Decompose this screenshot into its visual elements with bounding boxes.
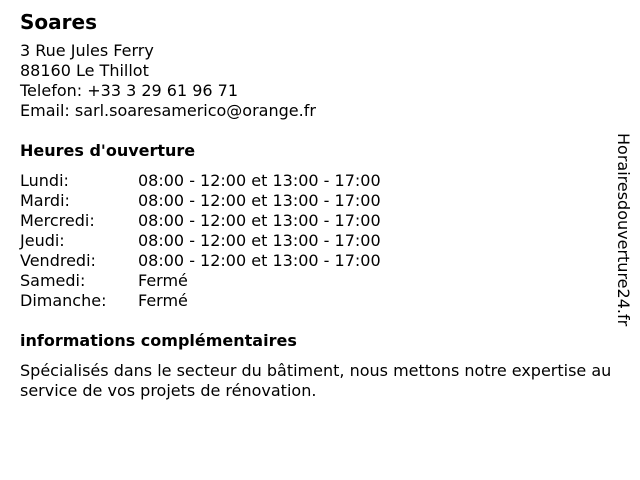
hours-row-samedi xyxy=(20,271,620,291)
day-label: Jeudi: xyxy=(20,231,65,250)
email-address: Email: sarl.soaresamerico@orange.fr xyxy=(20,101,316,120)
address-street: 3 Rue Jules Ferry xyxy=(20,41,154,60)
watermark-text: Horairesdouverture24.fr xyxy=(614,133,633,327)
site-watermark xyxy=(613,133,633,345)
day-label: Dimanche: xyxy=(20,291,107,310)
day-hours: 08:00 - 12:00 et 13:00 - 17:00 xyxy=(138,251,381,270)
day-hours: 08:00 - 12:00 et 13:00 - 17:00 xyxy=(138,191,381,210)
day-label: Mardi: xyxy=(20,191,70,210)
hours-row-lundi xyxy=(20,171,620,191)
day-label: Lundi: xyxy=(20,171,69,190)
additional-info-heading: informations complémentaires xyxy=(20,331,297,350)
day-hours: 08:00 - 12:00 et 13:00 - 17:00 xyxy=(138,231,381,250)
opening-hours-table xyxy=(20,171,620,311)
day-label: Mercredi: xyxy=(20,211,95,230)
day-label: Samedi: xyxy=(20,271,86,290)
additional-info-text: Spécialisés dans le secteur du bâtiment, nous mettons notre expertise au service de vos projets de rénovation. xyxy=(20,361,612,400)
day-hours: 08:00 - 12:00 et 13:00 - 17:00 xyxy=(138,171,381,190)
phone-number: Telefon: +33 3 29 61 96 71 xyxy=(20,81,239,100)
business-card xyxy=(20,10,620,401)
day-hours: Fermé xyxy=(138,291,188,310)
opening-hours-heading: Heures d'ouverture xyxy=(20,141,196,160)
hours-row-jeudi xyxy=(20,231,620,251)
hours-row-mardi xyxy=(20,191,620,211)
address-block xyxy=(20,41,620,121)
day-hours: 08:00 - 12:00 et 13:00 - 17:00 xyxy=(138,211,381,230)
business-name: Soares xyxy=(20,10,97,34)
hours-row-vendredi xyxy=(20,251,620,271)
address-city: 88160 Le Thillot xyxy=(20,61,149,80)
hours-row-dimanche xyxy=(20,291,620,311)
day-hours: Fermé xyxy=(138,271,188,290)
hours-row-mercredi xyxy=(20,211,620,231)
day-label: Vendredi: xyxy=(20,251,96,270)
